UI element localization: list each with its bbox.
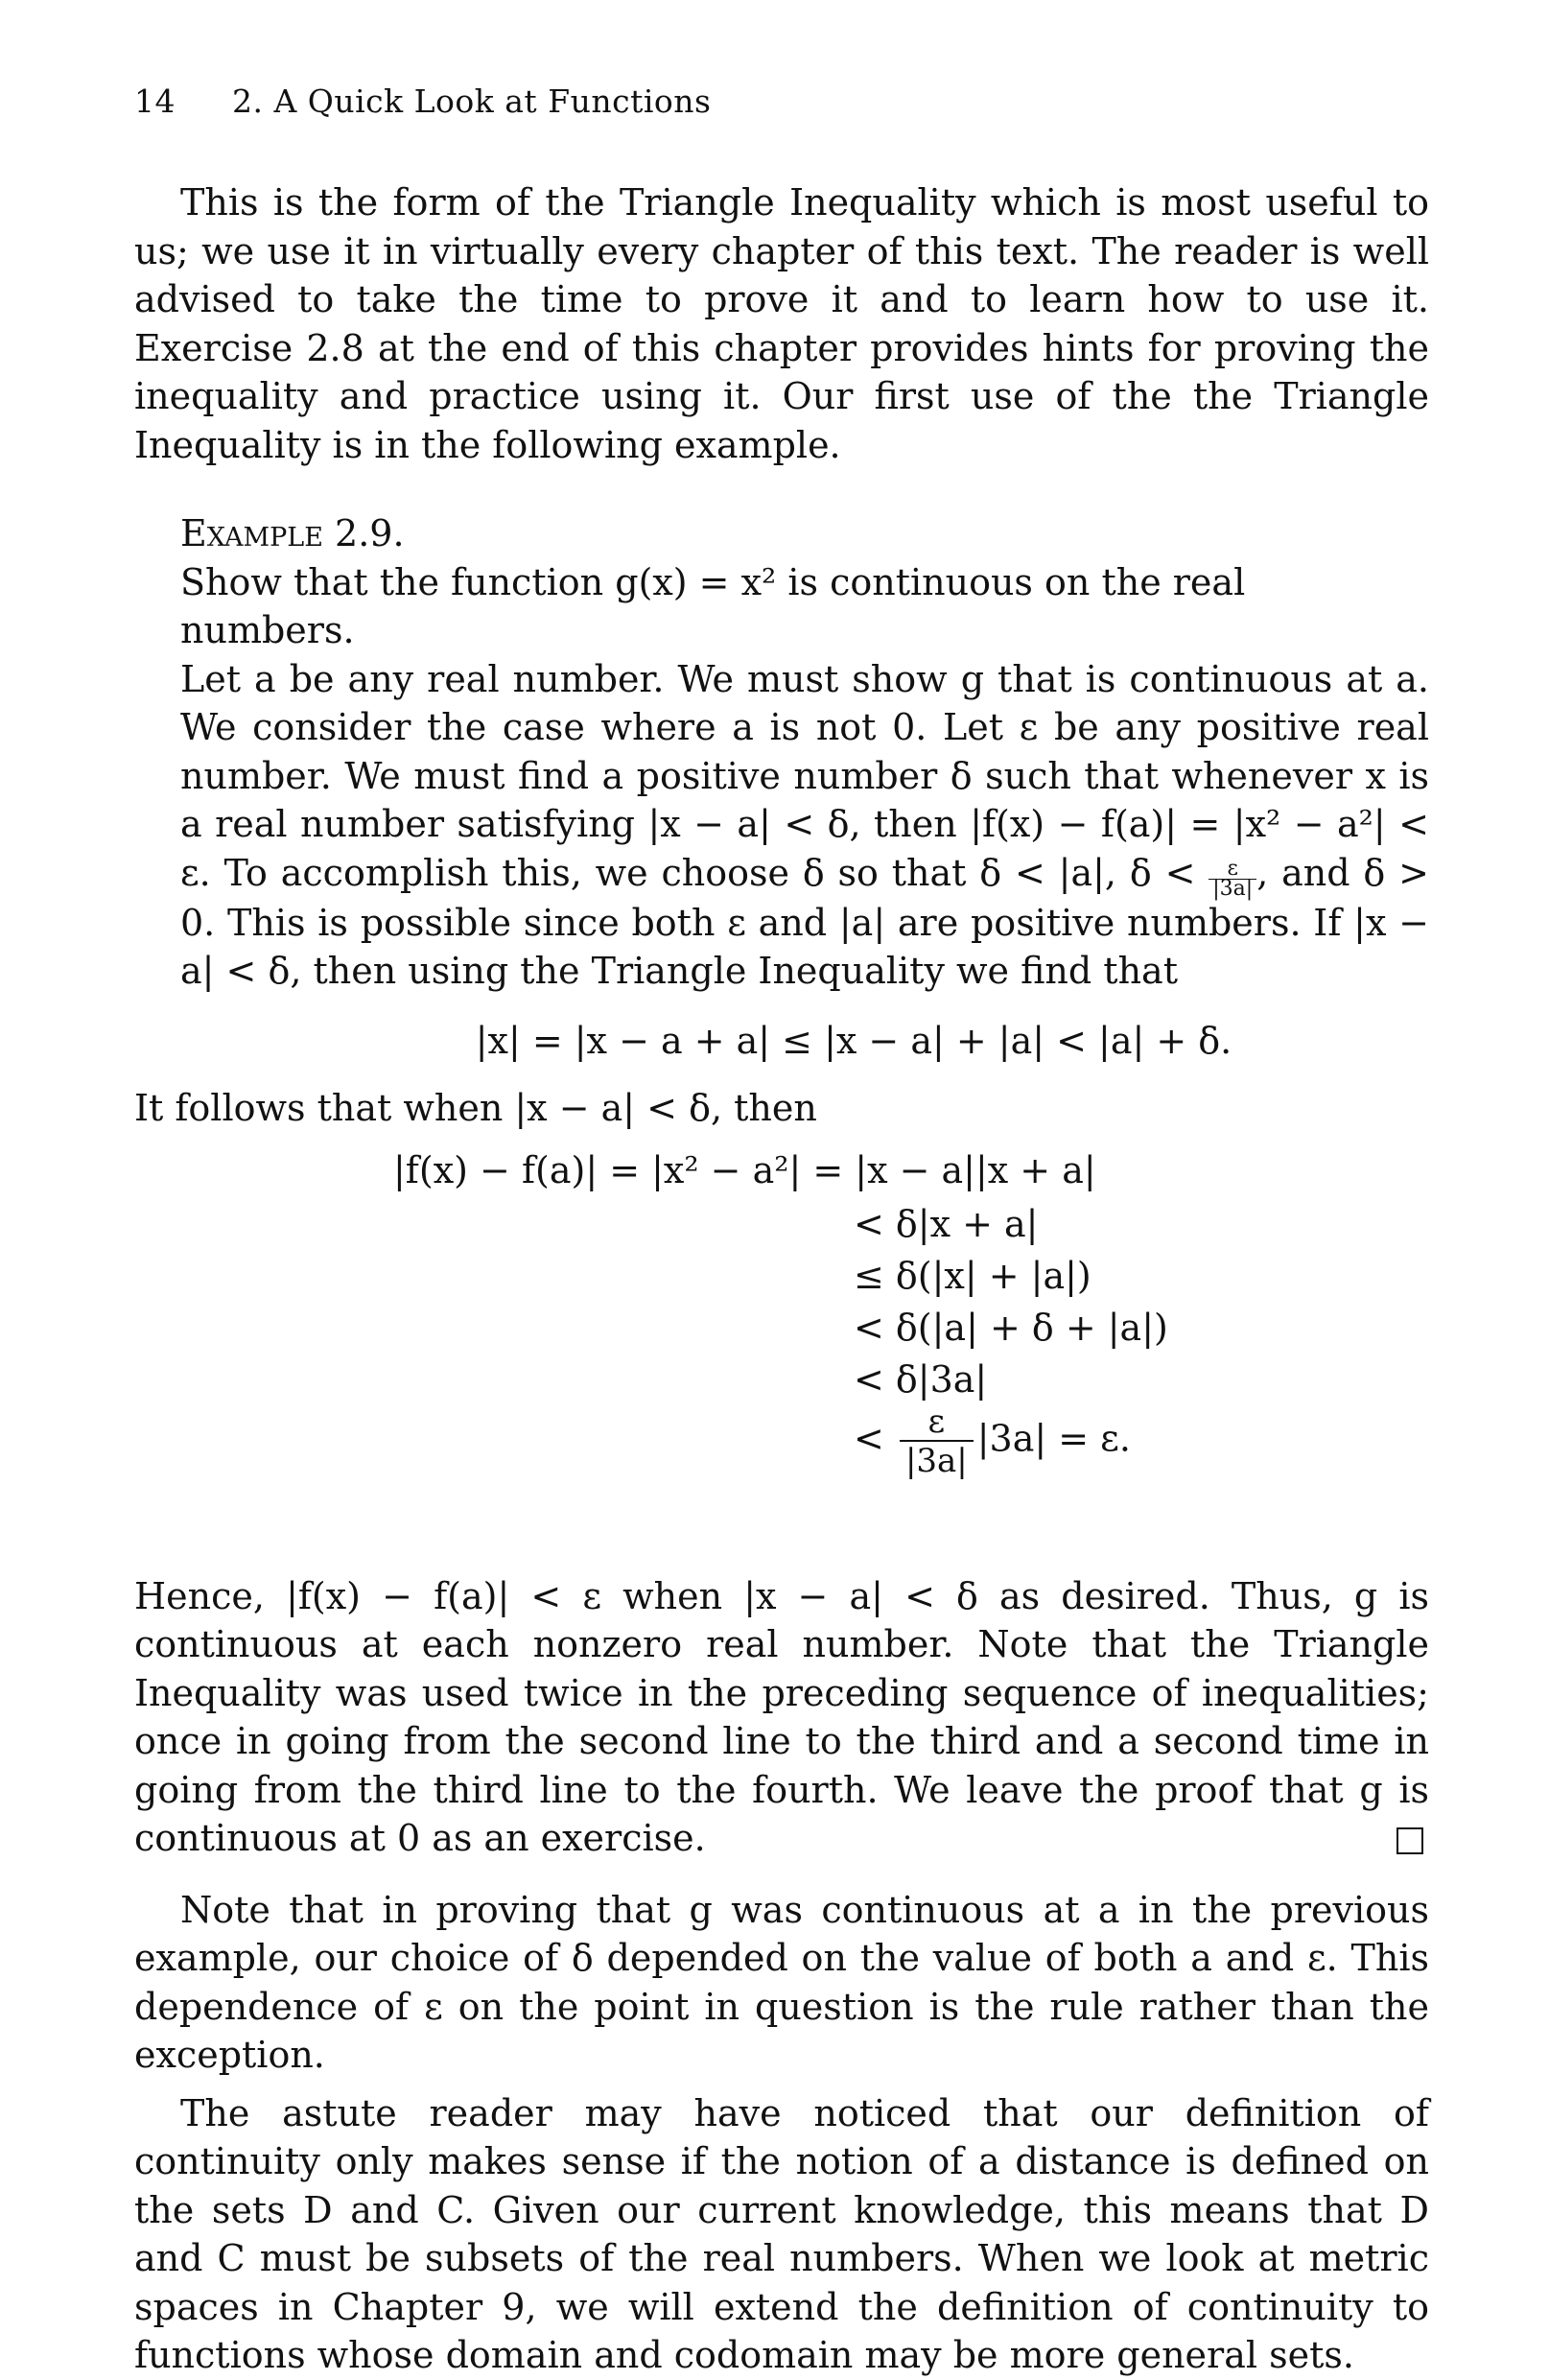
example-statement: Show that the function g(x) = x² is continuous on the real numbers. — [180, 560, 1246, 651]
proof-part-2: , and δ > 0. This is possible since both ε and |a| are positive numbers. If |x − a| < δ, then using the Triangle Inequality we find that — [180, 851, 1429, 992]
inequality-line: < δ|x + a| — [854, 1202, 1039, 1245]
example-conclusion — [134, 1572, 1429, 1863]
fraction-denominator: |3a| — [1212, 876, 1254, 901]
epsilon-over-3a-fraction — [1209, 856, 1256, 901]
page-number: 14 — [134, 82, 176, 120]
inequality-chain-first-line: |f(x) − f(a)| = |x² − a²| = |x − a||x + a| — [393, 1148, 1096, 1191]
proof-part-1: Let a be any real number. We must show g that is continuous at a. We consider the case where a is not 0. Let ε be any positive real number. We must find a positive number δ such that whenever x is a real number satisfying |x − a| < δ, then |f(x) − f(a)| = |x² − a²| < ε. To accomplish this, we choose δ so that δ < |a|, δ < — [180, 657, 1429, 894]
inequality-line: < δ|3a| — [854, 1357, 988, 1401]
intro-paragraph: This is the form of the Triangle Inequality which is most useful to us; we use it in virtually every chapter of this text. The reader is well advised to take the time to prove it and to learn how to use it. Exercise 2.8 at the end of this chapter provides hints for proving the inequality and practice using it. Our first use of the the Triangle Inequality is in the following example. — [134, 181, 1429, 466]
last-line-lead: < — [854, 1417, 884, 1459]
display-fraction-numerator: ε — [900, 1403, 974, 1442]
note-paragraph: Note that in proving that g was continuous at a in the previous example, our choice of δ depended on the value of both a and ε. This dependence of ε on the point in question is the rule rather than the exception. — [134, 1888, 1429, 2076]
inequality-line: < δ(|a| + δ + |a|) — [854, 1306, 1168, 1349]
last-line-tail: |3a| = ε. — [976, 1417, 1131, 1459]
epsilon-over-3a-display-fraction — [900, 1403, 974, 1480]
chapter-title: 2. A Quick Look at Functions — [232, 82, 712, 120]
example-proof — [180, 655, 1429, 996]
display-equation: |x| = |x − a + a| ≤ |x − a| + |a| < |a| + δ. — [475, 1019, 1232, 1062]
inequality-line: ≤ δ(|x| + |a|) — [854, 1254, 1091, 1297]
fraction-numerator: ε — [1209, 860, 1256, 880]
display-fraction-denominator: |3a| — [904, 1441, 968, 1480]
page-body — [134, 178, 1429, 2380]
inequality-chain — [134, 1146, 1429, 1559]
inequality-last-line — [854, 1403, 1131, 1480]
follows-line: It follows that when |x − a| < δ, then — [134, 1087, 817, 1129]
qed-box-icon — [1396, 1827, 1423, 1854]
example-block — [134, 509, 1429, 996]
example-heading: Example 2.9. — [180, 512, 405, 554]
running-head — [134, 82, 711, 120]
closing-paragraph: The astute reader may have noticed that our definition of continuity only makes sense if the notion of a distance is defined on the sets D and C. Given our current knowledge, this means that D and C must be subsets of the real numbers. When we look at metric spaces in Chapter 9, we will extend the definition of continuity to functions whose domain and codomain may be more general sets. — [134, 2091, 1429, 2376]
conclusion-text: Hence, |f(x) − f(a)| < ε when |x − a| < δ as desired. Thus, g is continuous at each nonzero real number. Note that the Triangle Inequality was used twice in the preceding sequence of inequalities; once in going from the second line to the third and a second time in going from the third line to the fourth. We leave the proof that g is continuous at 0 as an exercise. — [134, 1574, 1429, 1859]
